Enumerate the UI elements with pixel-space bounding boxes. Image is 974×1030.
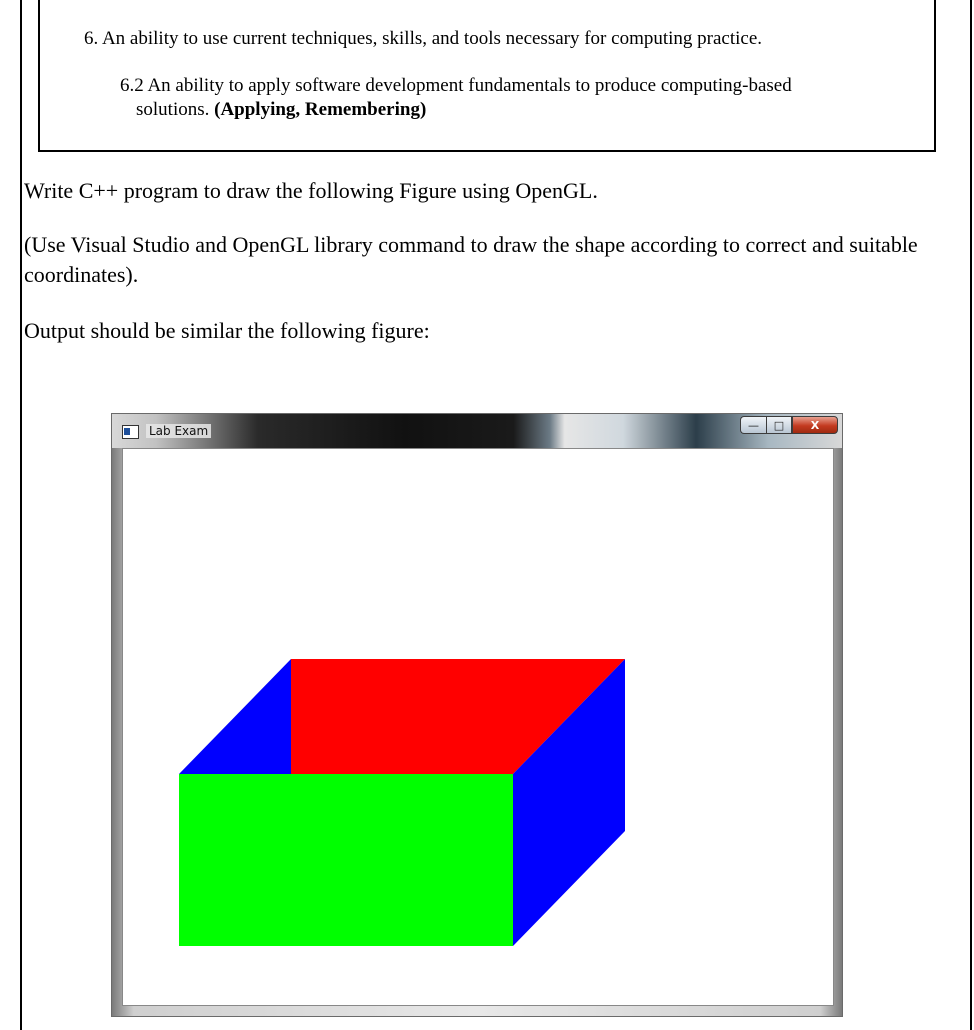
minimize-button[interactable]: — — [740, 416, 766, 434]
box-front-face — [179, 774, 513, 946]
outcome-sub — [120, 74, 880, 122]
outcomes-box — [38, 0, 936, 152]
outcome-sub-line2-text: solutions. — [136, 99, 210, 120]
instruction-paragraph-1: Write C++ program to draw the following Figure using OpenGL. — [24, 178, 598, 203]
window-client-area — [122, 448, 834, 1006]
opengl-window — [112, 414, 842, 1016]
window-title: Lab Exam — [146, 424, 211, 438]
outcome-sub-line1: 6.2 An ability to apply software development fundamentals to produce computing-based — [120, 75, 792, 96]
box-left-side-face — [179, 659, 291, 774]
instruction-paragraph-3: Output should be similar the following figure: — [24, 318, 430, 343]
outcome-sub-bold: (Applying, Remembering) — [214, 99, 427, 120]
window-titlebar[interactable] — [112, 414, 842, 448]
box-figure — [123, 449, 834, 1006]
outcome-main: 6. An ability to use current techniques, skills, and tools necessary for computing practice. — [84, 28, 763, 49]
window-controls — [740, 416, 838, 434]
maximize-button[interactable]: □ — [766, 416, 792, 434]
close-button[interactable]: X — [792, 416, 838, 434]
instruction-paragraph-2: (Use Visual Studio and OpenGL library command to draw the shape according to correct and suitable coordinates). — [24, 232, 918, 287]
app-icon — [122, 425, 139, 439]
outcome-sub-line2 — [120, 98, 880, 122]
